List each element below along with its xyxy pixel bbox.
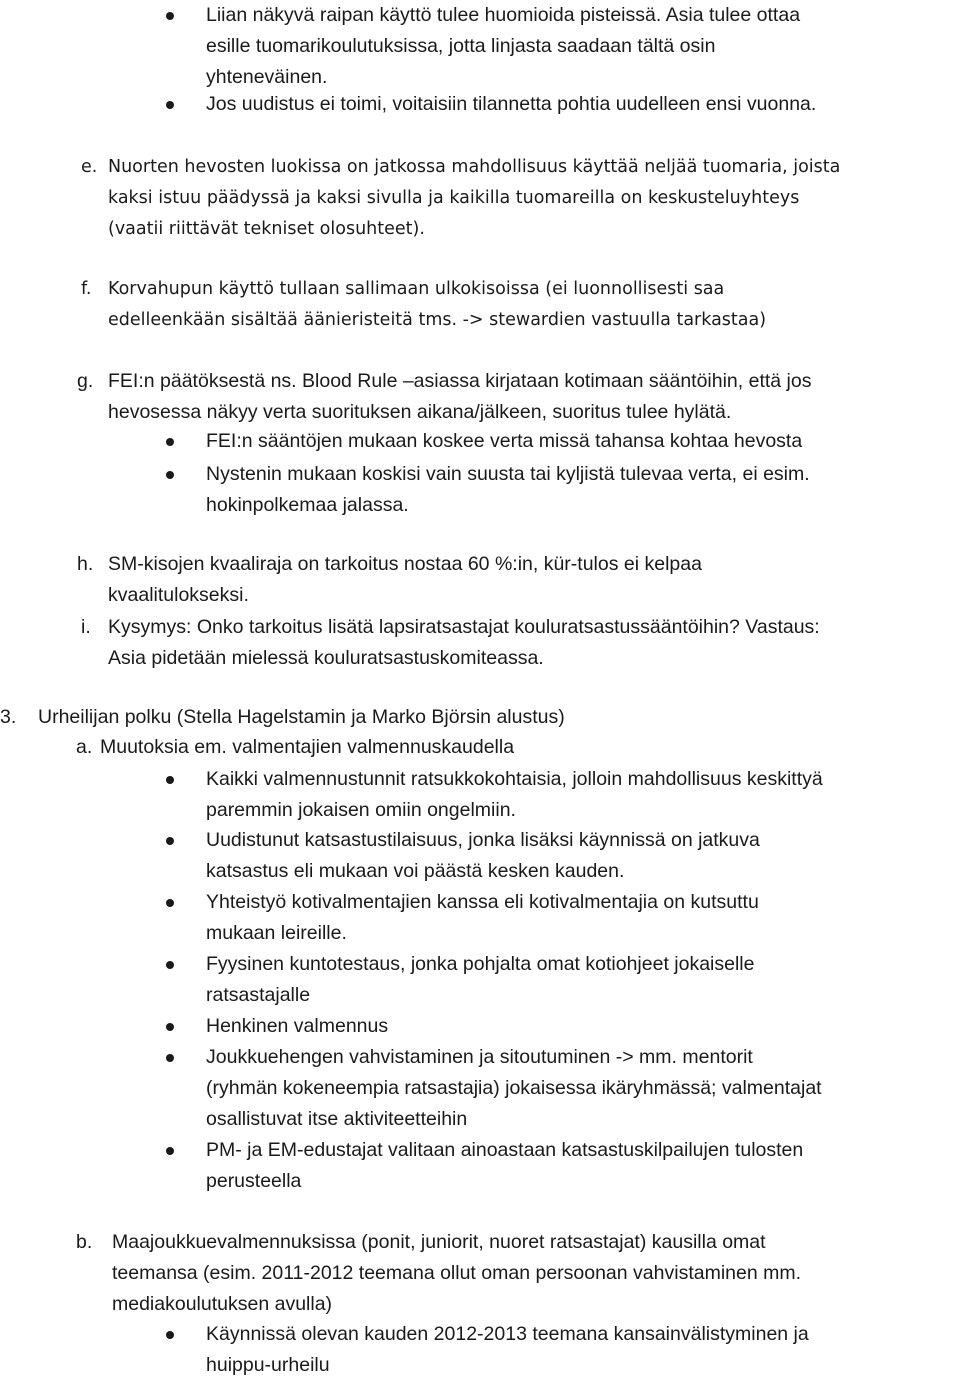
subsection-label-b: b. — [76, 1231, 93, 1253]
bullet-dot — [166, 12, 174, 20]
item-label-i: i. — [81, 616, 91, 638]
bullet-dot — [166, 1054, 174, 1062]
item-e-text: Nuorten hevosten luokissa on jatkossa mahdollisuus käyttää neljää tuomaria, joista kaksi istuu päädyssä ja kaksi sivulla ja kaikilla tuomareilla on keskusteluyhteys (vaatii riittävät tekniset olosuhteet). — [108, 157, 841, 239]
item-h-text: SM-kisojen kvaaliraja on tarkoitus nostaa 60 %:in, kür-tulos ei kelpaa kvaalitulokseksi. — [108, 553, 702, 606]
bullet-text: Käynnissä olevan kauden 2012-2013 teemana kansainvälistyminen ja huippu-urheilu — [206, 1323, 809, 1376]
bullet-dot — [166, 1147, 174, 1155]
item-f-text: Korvahupun käyttö tullaan sallimaan ulkokisoissa (ei luonnollisesti saa edelleenkään sisältää äänieristeitä tms. -> stewardien vastuulla tarkastaa) — [108, 279, 767, 330]
bullet-dot — [166, 961, 174, 969]
item-g-text: FEI:n päätöksestä ns. Blood Rule –asiassa kirjataan kotimaan sääntöihin, että jos hevosessa näkyy verta suorituksen aikana/jälkeen, suoritus tulee hylätä. — [108, 370, 812, 423]
section-title: Urheilijan polku (Stella Hagelstamin ja Marko Björsin alustus) — [38, 706, 565, 728]
bullet-text: Liian näkyvä raipan käyttö tulee huomioida pisteissä. Asia tulee ottaa esille tuomarikoulutuksissa, jotta linjasta saadaan tältä osin yhteneväinen. — [206, 4, 801, 88]
item-label-h: h. — [77, 553, 94, 575]
bullet-text: PM- ja EM-edustajat valitaan ainoastaan katsastuskilpailujen tulosten perusteella — [206, 1139, 804, 1192]
item-label-e: e. — [81, 157, 98, 177]
bullet-dot — [166, 438, 174, 446]
bullet-text: Nystenin mukaan koskisi vain suusta tai kyljistä tulevaa verta, ei esim. hokinpolkemaa jalassa. — [206, 463, 810, 516]
bullet-text: Kaikki valmennustunnit ratsukkokohtaisia, jolloin mahdollisuus keskittyä paremmin jokaisen omiin ongelmiin. — [206, 768, 823, 821]
bullet-text: Yhteistyö kotivalmentajien kanssa eli kotivalmentajia on kutsuttu mukaan leireille. — [206, 891, 759, 944]
bullet-text: Joukkuehengen vahvistaminen ja sitoutuminen -> mm. mentorit (ryhmän kokeneempia ratsastajia) jokaisessa ikäryhmässä; valmentajat osallistuvat itse aktiviteetteihin — [206, 1046, 822, 1130]
bullet-dot — [166, 471, 174, 479]
subsection-b-text: Maajoukkuevalmennuksissa (ponit, juniorit, nuoret ratsastajat) kausilla omat teemansa (esim. 2011-2012 teemana ollut oman persoonan vahvistaminen mm. mediakoulutuksen avulla) — [112, 1231, 802, 1315]
bullet-dot — [166, 1023, 174, 1031]
bullet-dot — [166, 899, 174, 907]
bullet-dot — [166, 101, 174, 109]
bullet-text: Henkinen valmennus — [206, 1015, 389, 1037]
bullet-text: Uudistunut katsastustilaisuus, jonka lisäksi käynnissä on jatkuva katsastus eli mukaan voi päästä kesken kauden. — [206, 829, 760, 882]
bullet-text: Fyysinen kuntotestaus, jonka pohjalta omat kotiohjeet jokaiselle ratsastajalle — [206, 953, 755, 1006]
section-number: 3. — [0, 706, 17, 728]
item-i-text: Kysymys: Onko tarkoitus lisätä lapsiratsastajat kouluratsastussääntöihin? Vastaus: Asia pidetään mielessä kouluratsastuskomiteassa. — [108, 616, 820, 669]
subsection-title-a: Muutoksia em. valmentajien valmennuskaudella — [100, 736, 515, 758]
bullet-dot — [166, 1331, 174, 1339]
item-label-g: g. — [77, 370, 94, 392]
bullet-text: Jos uudistus ei toimi, voitaisiin tilannetta pohtia uudelleen ensi vuonna. — [206, 93, 817, 115]
bullet-dot — [166, 837, 174, 845]
bullet-text: FEI:n sääntöjen mukaan koskee verta missä tahansa kohtaa hevosta — [206, 430, 803, 452]
item-label-f: f. — [81, 279, 92, 299]
subsection-label-a: a. — [76, 736, 93, 758]
bullet-dot — [166, 776, 174, 784]
